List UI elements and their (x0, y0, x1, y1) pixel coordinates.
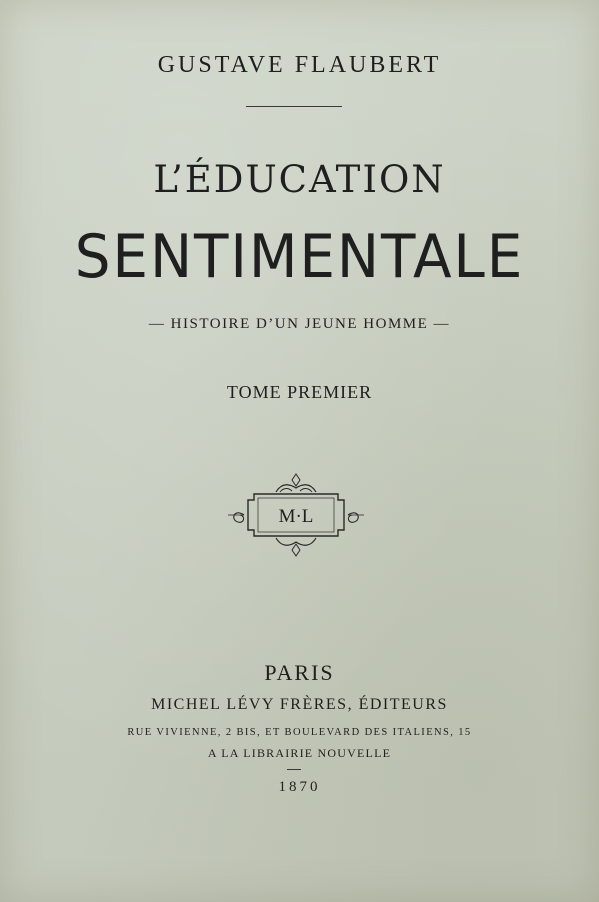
bottom-divider (287, 769, 301, 770)
publisher-mark (226, 470, 366, 560)
imprint-bookshop: A LA LIBRAIRIE NOUVELLE (207, 746, 392, 760)
top-divider (246, 106, 342, 107)
subtitle: — HISTOIRE D’UN JEUNE HOMME — (148, 316, 451, 332)
title-line-2: SENTIMENTALE (74, 222, 525, 292)
imprint-address: RUE VIVIENNE, 2 BIS, ET BOULEVARD DES ITALIENS, 15 (127, 727, 472, 738)
publisher-mark-text: M·L (278, 506, 314, 527)
imprint-year: 1870 (278, 779, 321, 795)
title-line-1: L’ÉDUCATION (153, 158, 446, 201)
volume-label: TOME PREMIER (226, 382, 373, 402)
imprint-publisher: MICHEL LÉVY FRÈRES, ÉDITEURS (151, 696, 448, 713)
author-name: GUSTAVE FLAUBERT (157, 52, 442, 78)
imprint-city: PARIS (264, 660, 335, 685)
